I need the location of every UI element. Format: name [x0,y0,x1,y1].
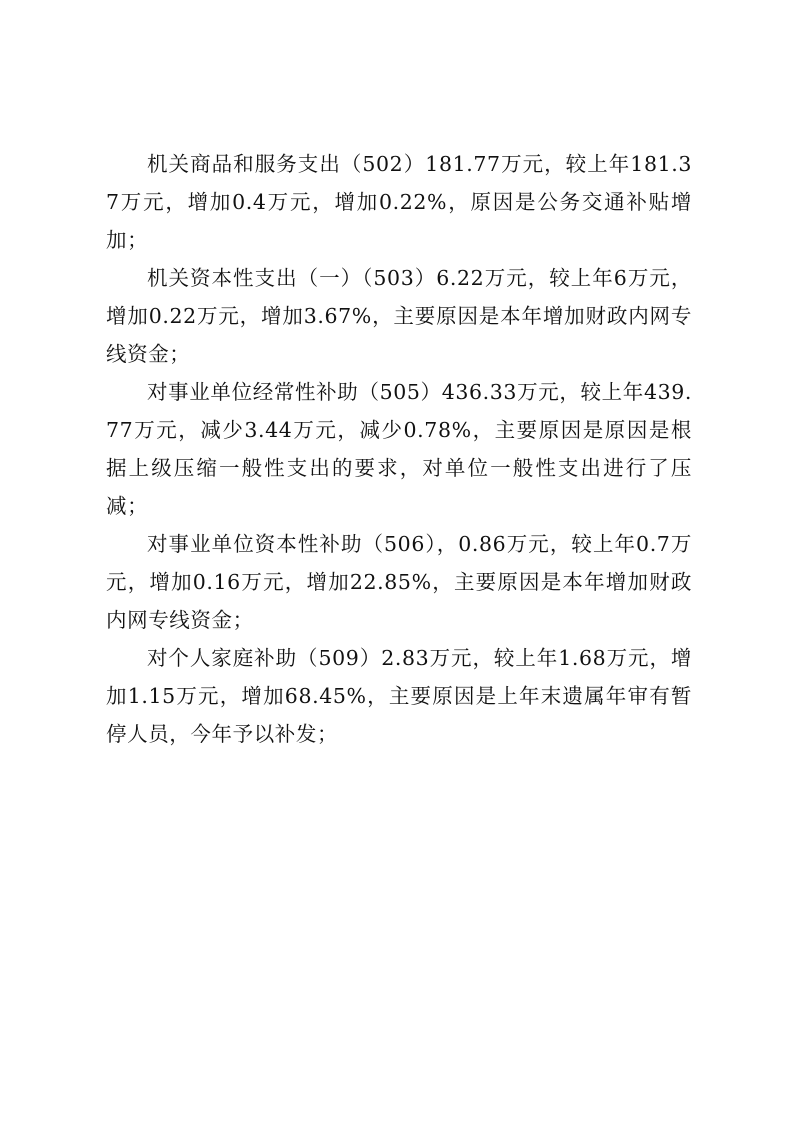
paragraph-505-subsidy: 对事业单位经常性补助（505）436.33万元，较上年439.77万元，减少3.44万元，减少0.78%，主要原因是原因是根据上级压缩一般性支出的要求，对单位一般性支出进行了压减； [106,380,692,518]
paragraph-502-expenditure: 机关商品和服务支出（502）181.77万元，较上年181.37万元，增加0.4万元，增加0.22%，原因是公务交通补贴增加； [106,152,692,252]
paragraph-503-expenditure: 机关资本性支出（一）（503）6.22万元，较上年6万元，增加0.22万元，增加3.67%，主要原因是本年增加财政内网专线资金； [106,266,692,366]
paragraph-509-subsidy: 对个人家庭补助（509）2.83万元，较上年1.68万元，增加1.15万元，增加68.45%，主要原因是上年末遗属年审有暂停人员，今年予以补发； [106,646,692,746]
document-body [106,145,692,753]
paragraph-506-subsidy: 对事业单位资本性补助（506），0.86万元，较上年0.7万元，增加0.16万元，增加22.85%，主要原因是本年增加财政内网专线资金； [106,532,692,632]
